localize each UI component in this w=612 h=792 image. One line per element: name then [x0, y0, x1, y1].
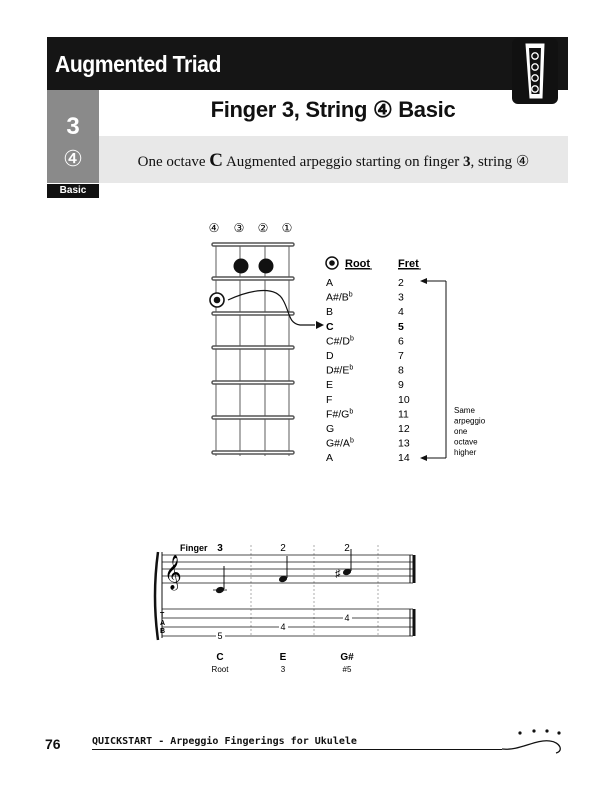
fret-number: 3	[398, 291, 404, 304]
fret-number: 4	[398, 306, 404, 319]
page-title: Augmented Triad	[55, 51, 221, 77]
svg-text:T: T	[160, 612, 165, 619]
sharp-icon: ♯	[335, 568, 341, 580]
degree-1: Root	[211, 665, 229, 674]
string-label-4: ④	[208, 221, 220, 235]
root-note: E	[326, 379, 334, 392]
root-note: A	[326, 452, 334, 465]
fret-number: 9	[398, 379, 404, 392]
octave-note-line: higher	[454, 448, 477, 457]
fret-number: 6	[398, 335, 404, 348]
root-note: $F\#/G^b$	[326, 408, 354, 421]
fret-number: 8	[398, 364, 404, 377]
root-note: G	[326, 423, 335, 435]
root-note: A	[326, 277, 334, 289]
system-bracket	[155, 552, 158, 640]
footer-rule	[92, 749, 502, 750]
note-name-3: G#	[340, 652, 354, 663]
degree-2: 3	[280, 665, 286, 674]
page-number: 76	[45, 736, 61, 752]
note-e	[278, 556, 288, 583]
treble-clef-icon: 𝄞	[164, 556, 182, 589]
side-tab-level: Basic	[47, 184, 99, 198]
fret-number: 2	[398, 277, 404, 289]
note-name-2: E	[279, 652, 287, 663]
string-label-2: ②	[257, 221, 269, 235]
fret-number: 11	[398, 408, 409, 421]
root-note: D	[326, 350, 334, 362]
ukulele-neck-icon	[490, 725, 570, 755]
fret-column-header: Fret	[398, 258, 419, 270]
beat-dividers	[251, 545, 378, 636]
root-note: B	[326, 306, 334, 319]
finger-label: Finger	[180, 543, 208, 553]
string-label-1: ①	[281, 221, 293, 235]
note-name-1: C	[216, 652, 224, 663]
svg-text:B: B	[160, 628, 166, 635]
fret-number: 14	[398, 452, 410, 465]
footer-text: QUICKSTART - Arpeggio Fingerings for Ukulele	[92, 736, 357, 747]
tab-fret-1: 5	[217, 631, 223, 641]
root-note: $D\#/E^b$	[326, 364, 354, 377]
side-tab-number: 3	[66, 113, 80, 140]
root-column-header: Root	[345, 258, 371, 270]
description-text: One octave C Augmented arpeggio starting on finger 3, string ④	[137, 150, 530, 171]
tab-clef-icon	[160, 612, 165, 635]
octave-note-line: octave	[454, 437, 478, 447]
octave-note-line: arpeggio	[454, 416, 486, 426]
root-note: $A\#/B^b$	[326, 291, 353, 304]
tab-fret-2: 4	[280, 622, 286, 632]
side-tab-string: ④	[63, 146, 83, 171]
root-note: F	[326, 393, 333, 406]
note-c	[213, 566, 227, 594]
section-subtitle: Finger 3, String ④ Basic	[210, 97, 456, 122]
root-note: $C\#/D^b$	[326, 335, 354, 348]
fret-number: 13	[398, 437, 410, 450]
fret-number: 7	[398, 350, 404, 362]
octave-note-line: one	[454, 427, 468, 436]
root-note: $G\#/A^b$	[326, 437, 354, 450]
tab-fret-3: 4	[344, 613, 350, 623]
fret-number: 12	[398, 423, 410, 435]
finger-3: 2	[344, 543, 350, 554]
svg-text:A: A	[160, 620, 166, 627]
fret-number: 5	[398, 320, 404, 333]
finger-1: 3	[217, 543, 223, 554]
degree-3: #5	[342, 665, 352, 674]
octave-note-line: Same	[454, 406, 475, 415]
finger-2: 2	[280, 543, 286, 554]
string-label-3: ③	[233, 221, 245, 235]
root-note: C	[326, 320, 334, 333]
fret-number: 10	[398, 393, 410, 406]
